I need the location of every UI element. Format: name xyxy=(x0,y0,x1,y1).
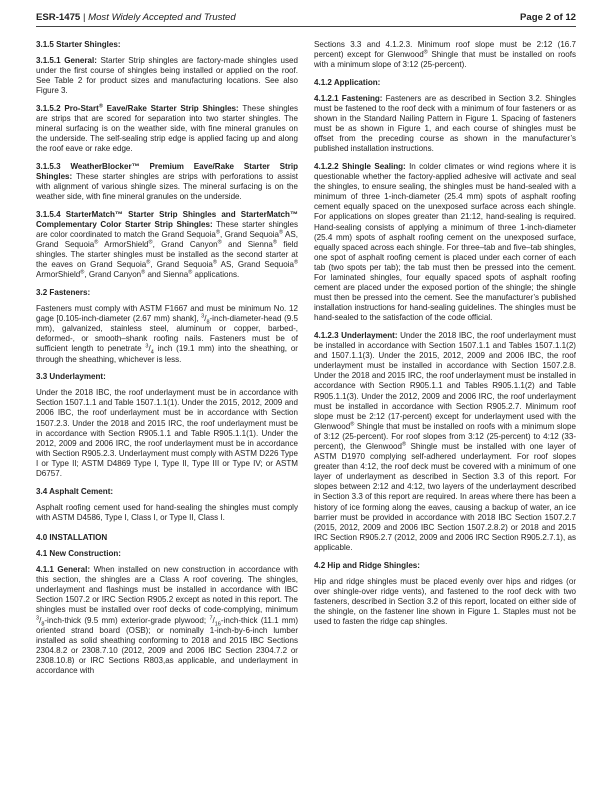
fraction-slash: / xyxy=(212,615,215,625)
fraction-denominator: 4 xyxy=(150,350,154,357)
page-header xyxy=(36,10,576,27)
heading-4-1: 4.1 New Construction: xyxy=(36,548,121,558)
lead-3-1-5-2 xyxy=(36,104,239,113)
text-3-1-5-1: Starter Strip shingles are factory-made shingles used under the first course of shingles being installed or applied on the roof. See Table 2 for product sizes and manufacturing locations. See also Figure 3. xyxy=(36,56,298,96)
text-3-2: -inch-diameter-head (9.5 mm), galvanized, stainless steel, aluminum or copper, barbed-, deformed-, or smooth–shank roofing nails. Fasteners must be of sufficient length to penetrate xyxy=(36,314,298,354)
para-3-1-5-4 xyxy=(36,210,298,281)
registered-mark: ® xyxy=(350,421,355,428)
text-3-1-5-4: , Grand Canyon xyxy=(84,270,142,280)
para-4-1-2-3 xyxy=(314,331,576,553)
registered-mark: ® xyxy=(272,239,277,246)
registered-mark: ® xyxy=(148,239,153,246)
fraction-denominator: 8 xyxy=(206,319,210,326)
text-3-1-5-4: field shingles. The starter shingles must be installed as the second starter at the eaves on Grand Sequoia xyxy=(36,240,298,270)
page-number: Page 2 of 12 xyxy=(520,12,576,23)
registered-mark: ® xyxy=(188,269,193,276)
registered-mark: ® xyxy=(212,259,217,266)
lead-3-1-5-2-a: 3.1.5.2 Pro-Start xyxy=(36,103,99,113)
para-3-3: Under the 2018 IBC, the roof underlayment must be in accordance with Section 1507.1.1 and Table 1507.1.1(1). Under the 2015, 2012, 2009 and 2006 IBC, the roof underlayment must be in accordance with Section 1507.2.3. Under the 2018 and 2015 IRC, the roof underlayment must be in accordance with Section R905.1.1 and Table R905.1.1(1). Under the 2012, 2009 and 2006 IRC, the roof underlayment must be in accordance with Section R905.2.3. Underlayment must comply with ASTM D226 Type I or Type II; ASTM D4869 Type I, Type II, Type III or Type IV; or ASTM D6757. xyxy=(36,388,298,478)
registered-mark: ® xyxy=(146,259,151,266)
text-3-1-5-4: and Sienna xyxy=(145,270,189,280)
registered-mark: ® xyxy=(217,239,222,246)
fraction-numerator: 3 xyxy=(145,343,149,350)
text-4-1-2-2: In colder climates or wind regions where it is questionable whether the factory-applied adhesive will activate and seal the shingles, to ensure sealing, the shingles must be hand-sealed with a minimum of three 1-inch-diameter (25.4 mm) spots of asphalt roofing cement equally spaced on the unexposed surface across each shingle. For applications on slopes greater than 21:12, hand-sealing is required. Hand-sealing consists of applying a minimum of three 1-inch-diameter (25.4 mm) spots of asphalt roofing cement on the unexposed surface, equally spaced across each shingle. For three–tab and five–tab shingles, one spot of asphalt roofing cement is placed under each corner of each tab (two spots per tab); the tab must then be pressed into the cement. For laminated shingles, four equally spaced spots of asphalt roofing cement are placed under the exposed portion of the shingle; the shingle must then be pressed into the cement. See the manufacturer’s published installation instructions for hand-sealing guidelines. The shingles must be hand-sealed to the satisfaction of the code official. xyxy=(314,161,576,323)
text-4-1-2-3: Shingle must be installed with one layer of ASTM D1970 complying self-adhered underlayment. For roof slopes greater than 4:12, the roof deck must be covered with a minimum of one layer of underlayment as described in Section 3.3 of this report. For slopes between 2:12 and 4:12, two layers of the underlayment described in Section 3.3 of this report are required. In areas where there has been a history of ice forming along the eaves, causing a backup of water, an ice barrier must be provided in accordance with 2018 IBC Section 1507.2.7 (2015, 2012, 2009 and 2006 IBC Section 1507.2.8.2) or 2018 and 2015 IRC Section R905.2.7 (2012, 2009 and 2006 IRC Section R905.2.7.1), as applicable. xyxy=(314,441,576,552)
registered-mark: ® xyxy=(423,49,428,56)
para-3-2 xyxy=(36,304,298,365)
fraction-denominator: 8 xyxy=(41,621,45,628)
fraction-denominator: 16 xyxy=(214,621,221,628)
header-separator: | xyxy=(82,12,86,23)
registered-mark: ® xyxy=(98,103,103,110)
lead-4-1-1: 4.1.1 General: xyxy=(36,565,91,575)
lead-4-1-2-3: 4.1.2.3 Underlayment: xyxy=(314,330,398,340)
text-3-1-5-4: , Grand Canyon xyxy=(152,240,218,250)
text-3-1-5-4: , Grand Sequoia xyxy=(150,260,213,270)
text-3-1-5-4: applications. xyxy=(192,270,240,280)
text-4-1-1: When installed on new construction in accordance with this section, the shingles are a Class A roof covering. The shingles, underlayment and flashings must be installed in accordance with IBC Section 1507.2 or IRC Section R905.2 except as noted in this report. The shingles must be installed over roof decks of code-complying, minimum xyxy=(36,565,299,615)
heading-3-2: 3.2 Fasteners: xyxy=(36,287,91,297)
text-3-1-5-4: ArmorShield xyxy=(98,240,149,250)
registered-mark: ® xyxy=(293,259,298,266)
lead-3-1-5-1: 3.1.5.1 General: xyxy=(36,56,97,66)
para-3-1-5-3 xyxy=(36,162,298,202)
lead-4-1-2-2: 4.1.2.2 Shingle Sealing: xyxy=(314,161,406,171)
right-column xyxy=(314,40,576,635)
text-3-1-5-4: ArmorShield xyxy=(36,270,81,280)
registered-mark: ® xyxy=(80,269,85,276)
text-4-1-2-1: Fasteners are as described in Section 3.2. Shingles must be fastened to the roof deck with a minimum of four fasteners or as shown in the Standard Nailing Pattern in Figure 1. Spacing of fasteners must be as shown in Figure 1, and each course of shingles must be offset from the preceding course as shown in the manufacturer’s published installation instructions. xyxy=(314,93,577,154)
lead-3-1-5-2-b: Eave/Rake Starter Strip Shingles: xyxy=(102,103,239,113)
text-4-1-1: -inch-thick (11.1 mm) oriented strand board (OSB); or nominally 1-inch-by-6-inch lumber installed as solid sheathing conforming to 2018 and 2015 IBC Sections 2304.8.2 or 2308.7.10 (2012, 2009 and 2006 IBC Section 2304.7.2 or 2308.10.8) or IRC Sections R803,as applicable, and underlayment in accordance with xyxy=(36,615,299,675)
fraction-numerator: 7 xyxy=(209,614,213,621)
text-3-1-5-2: These shingles are strips that are scored for separation into two starter shingles. The mineral surfacing is on the weather side, with fine mineral granules on the underside. The self-sealing strip edge is applied facing up and along the roof eave or rake edge. xyxy=(36,103,298,154)
text-4-1-2-3: Shingle that must be installed on roofs with a minimum slope of 3:12 (25-percent). For roof slopes from 3:12 (25-percent) to 4:12 (33-percent), the Glenwood xyxy=(314,421,576,451)
text-3-1-5-4: These starter shingles are color coordinated to match the Grand Sequoia xyxy=(36,219,298,239)
heading-3-1-5: 3.1.5 Starter Shingles: xyxy=(36,40,121,49)
heading-4-1-2: 4.1.2 Application: xyxy=(314,77,381,87)
registered-mark: ® xyxy=(402,441,407,448)
registered-mark: ® xyxy=(141,269,146,276)
left-column xyxy=(36,40,298,684)
heading-4-2: 4.2 Hip and Ridge Shingles: xyxy=(314,560,420,570)
heading-3-3: 3.3 Underlayment: xyxy=(36,372,106,382)
fraction-numerator: 3 xyxy=(201,313,205,320)
lead-3-1-5-3: 3.1.5.3 WeatherBlocker™ Premium Eave/Rake Starter Strip Shingles: xyxy=(36,161,298,182)
para-4-2: Hip and ridge shingles must be placed evenly over hips and ridges (or over shingle-over ridge vents), and fastened to the roof deck with two fasteners, described in Section 3.2 of this report, located on either side of the shingle, on the fastener line shown in Figure 1. Staples must not be used to fasten the ridge cap shingles. xyxy=(314,576,576,626)
text-4-1-1: -inch-thick (9.5 mm) exterior-grade plywood; xyxy=(44,615,210,625)
text-continued: Shingle that must be installed on roofs with a minimum slope of 3:12 (25-percent). xyxy=(314,50,576,70)
header-tagline: Most Widely Accepted and Trusted xyxy=(88,12,236,23)
para-continued xyxy=(314,40,576,70)
text-3-1-5-4: AS, Grand Sequoia xyxy=(216,260,294,270)
report-id: ESR-1475 xyxy=(36,12,81,23)
fraction-slash: / xyxy=(148,344,151,354)
text-3-2: inch (19.1 mm) into the sheathing, or through the sheathing, whichever is less. xyxy=(36,344,298,364)
text-3-1-5-3: These starter shingles are strips with perforations to assist with alignment of various shingle sizes. The mineral surfacing is on the weather side, with fine mineral granules on the underside. xyxy=(36,172,298,202)
para-3-1-5-2 xyxy=(36,104,298,154)
registered-mark: ® xyxy=(278,229,284,236)
para-4-1-1 xyxy=(36,565,298,676)
para-4-1-2-2 xyxy=(314,162,576,324)
para-4-1-2-1 xyxy=(314,94,576,155)
para-3-4: Asphalt roofing cement used for hand-sealing the shingles must comply with ASTM D4586, Type I, Class I, or Type II, Class I. xyxy=(36,502,298,522)
text-4-1-2-3: Under the 2018 IBC, the roof underlayment must be installed in accordance with Section 1507.1.1 and Tables 1507.1.1(2) and 1507.1.1(3). Under the 2015, 2012, 2009 and 2006 IBC, the roof underlayment must be installed in accordance with Section 1507.2.8. Under the 2018 and 2015 IRC, the roof underlayment must be installed in accordance with Section R905.1.1 and Tables R905.1.1(2) and Table R905.1.1(3). Under the 2012, 2009 and 2006 IRC, the roof underlayment must be installed in accordance with Section R905.2.7. Minimum roof slope must be 2:12 (17-percent) except for underlayment used with the Glenwood xyxy=(314,330,576,431)
heading-3-4: 3.4 Asphalt Cement: xyxy=(36,486,114,496)
registered-mark: ® xyxy=(94,239,99,246)
text-3-1-5-4: , Grand Sequoia xyxy=(219,230,279,239)
fraction-numerator: 3 xyxy=(36,614,40,621)
lead-4-1-2-1: 4.1.2.1 Fastening: xyxy=(314,93,383,103)
text-3-1-5-4: and Sienna xyxy=(221,240,273,250)
header-left xyxy=(36,12,236,23)
text-3-2: Fasteners must comply with ASTM F1667 and must be minimum No. 12 gage [0.105-inch-diameter (2.67 mm) shank], xyxy=(36,304,298,324)
fraction-slash: / xyxy=(204,314,207,324)
heading-4-0: 4.0 INSTALLATION xyxy=(36,532,108,542)
fraction-slash: / xyxy=(39,615,42,625)
registered-mark: ® xyxy=(215,229,220,236)
para-3-1-5-1 xyxy=(36,56,298,96)
text-continued: Sections 3.3 and 4.1.2.3. Minimum roof slope must be 2:12 (16.7 percent) except for Glenwood xyxy=(314,40,576,60)
text-3-1-5-4: AS, Grand Sequoia xyxy=(36,230,299,250)
lead-3-1-5-4: 3.1.5.4 StarterMatch™ Starter Strip Shingles and StarterMatch™ Complementary Color Starter Strip Shingles: xyxy=(36,209,298,229)
